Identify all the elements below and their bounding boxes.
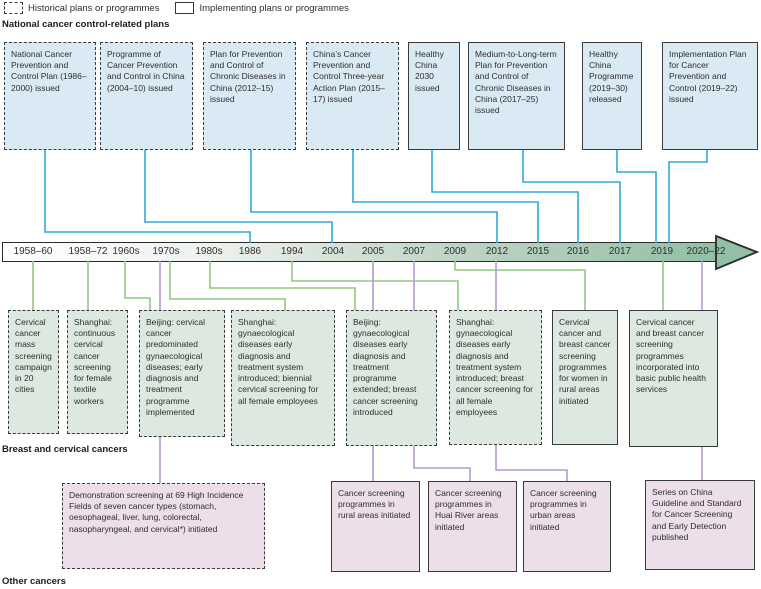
timeline-label: 2005 (361, 246, 385, 257)
connector-plan-2012 (251, 150, 497, 243)
timeline-label: 1994 (280, 246, 304, 257)
implementing-swatch-icon (175, 2, 194, 14)
other-cancers-box: Cancer screening programmes in urban areas initiated (523, 481, 611, 572)
timeline-label: 2012 (485, 246, 509, 257)
other-cancers-box: Cancer screening programmes in Huai River areas initiated (428, 481, 517, 572)
timeline-label: 2009 (443, 246, 467, 257)
connector-plan-2019b (669, 150, 707, 243)
timeline-label: 2004 (321, 246, 345, 257)
timeline-label: 2017 (608, 246, 632, 257)
section-label-national-plans: National cancer control-related plans (2, 19, 170, 30)
connector-bc-1960s (125, 261, 150, 312)
legend-label: Implementing plans or programmes (199, 2, 349, 14)
connector-plan-2004 (145, 150, 332, 243)
connector-plan-2016 (432, 150, 578, 243)
connector-plan-2015 (353, 150, 538, 243)
national-plan-box: Healthy China Programme (2019–30) released (582, 42, 642, 150)
other-cancers-box: Cancer screening programmes in rural areas initiated (331, 481, 420, 572)
connector-bc-1980s (210, 261, 355, 312)
timeline-label: 2020–22 (686, 246, 726, 257)
connector-bc-1970s (170, 261, 285, 312)
national-plan-box: China’s Cancer Prevention and Control Three-year Action Plan (2015–17) issued (306, 42, 399, 150)
national-plan-box: Implementation Plan for Cancer Prevention and Control (2019–22) issued (662, 42, 758, 150)
connector-plan-2019a (617, 150, 656, 243)
section-label-other-cancers: Other cancers (2, 576, 66, 587)
historical-swatch-icon (4, 2, 23, 14)
breast-cervical-box: Shanghai: gynaecological diseases early diagnosis and treatment system introduced; biennial cervical screening for all female employees (231, 310, 335, 446)
other-cancers-box: Series on China Guideline and Standard for Cancer Screening and Early Detection published (645, 480, 755, 570)
timeline-label: 1970s (152, 246, 180, 257)
connector-plan-1986 (45, 150, 250, 243)
timeline-label: 1960s (112, 246, 140, 257)
national-plan-box: Healthy China 2030 issued (408, 42, 460, 150)
timeline-label: 2016 (566, 246, 590, 257)
national-plan-box: National Cancer Prevention and Control Plan (1986–2000) issued (4, 42, 96, 150)
legend (4, 2, 349, 14)
national-plan-box: Programme of Cancer Prevention and Control in China (2004–10) issued (100, 42, 193, 150)
breast-cervical-box: Beijing: cervical cancer predominated gynaecological diseases; early diagnosis and treatment programme implemented (139, 310, 225, 437)
timeline-label: 1958–60 (13, 246, 53, 257)
timeline-label: 2015 (526, 246, 550, 257)
breast-cervical-box: Cervical cancer and breast cancer screening programmes incorporated into basic public health services (629, 310, 718, 447)
connector-bc-2009 (455, 261, 585, 312)
connector-bc-1994 (292, 261, 458, 312)
breast-cervical-box: Shanghai: continuous cervical cancer screening for female textile workers (67, 310, 128, 434)
timeline-label: 1958–72 (68, 246, 108, 257)
timeline-label: 1986 (238, 246, 262, 257)
section-label-breast-cervical: Breast and cervical cancers (2, 444, 128, 455)
breast-cervical-box: Shanghai: gynaecological diseases early diagnosis and treatment system introduced; breast cancer screening for all female employees (449, 310, 542, 445)
timeline-label: 2019 (650, 246, 674, 257)
legend-item-historical (4, 2, 159, 14)
breast-cervical-box: Cervical cancer and breast cancer screening programmes for women in rural areas initiated (552, 310, 618, 445)
timeline-label: 2007 (402, 246, 426, 257)
other-cancers-box: Demonstration screening at 69 High Incidence Fields of seven cancer types (stomach, oesophageal, liver, lung, colorectal, nasopharyngeal, and cervical*) initiated (62, 483, 265, 569)
breast-cervical-box: Cervical cancer mass screening campaign in 20 cities (8, 310, 59, 434)
national-plan-box: Plan for Prevention and Control of Chronic Diseases in China (2012–15) issued (203, 42, 296, 150)
legend-item-implementing (175, 2, 348, 14)
breast-cervical-box: Beijing: gynaecological diseases early diagnosis and treatment programme extended; breast cancer screening introduced (346, 310, 437, 446)
national-plan-box: Medium-to-Long-term Plan for Prevention and Control of Chronic Diseases in China (2017–25) issued (468, 42, 565, 150)
legend-label: Historical plans or programmes (28, 2, 160, 14)
timeline-label: 1980s (195, 246, 223, 257)
